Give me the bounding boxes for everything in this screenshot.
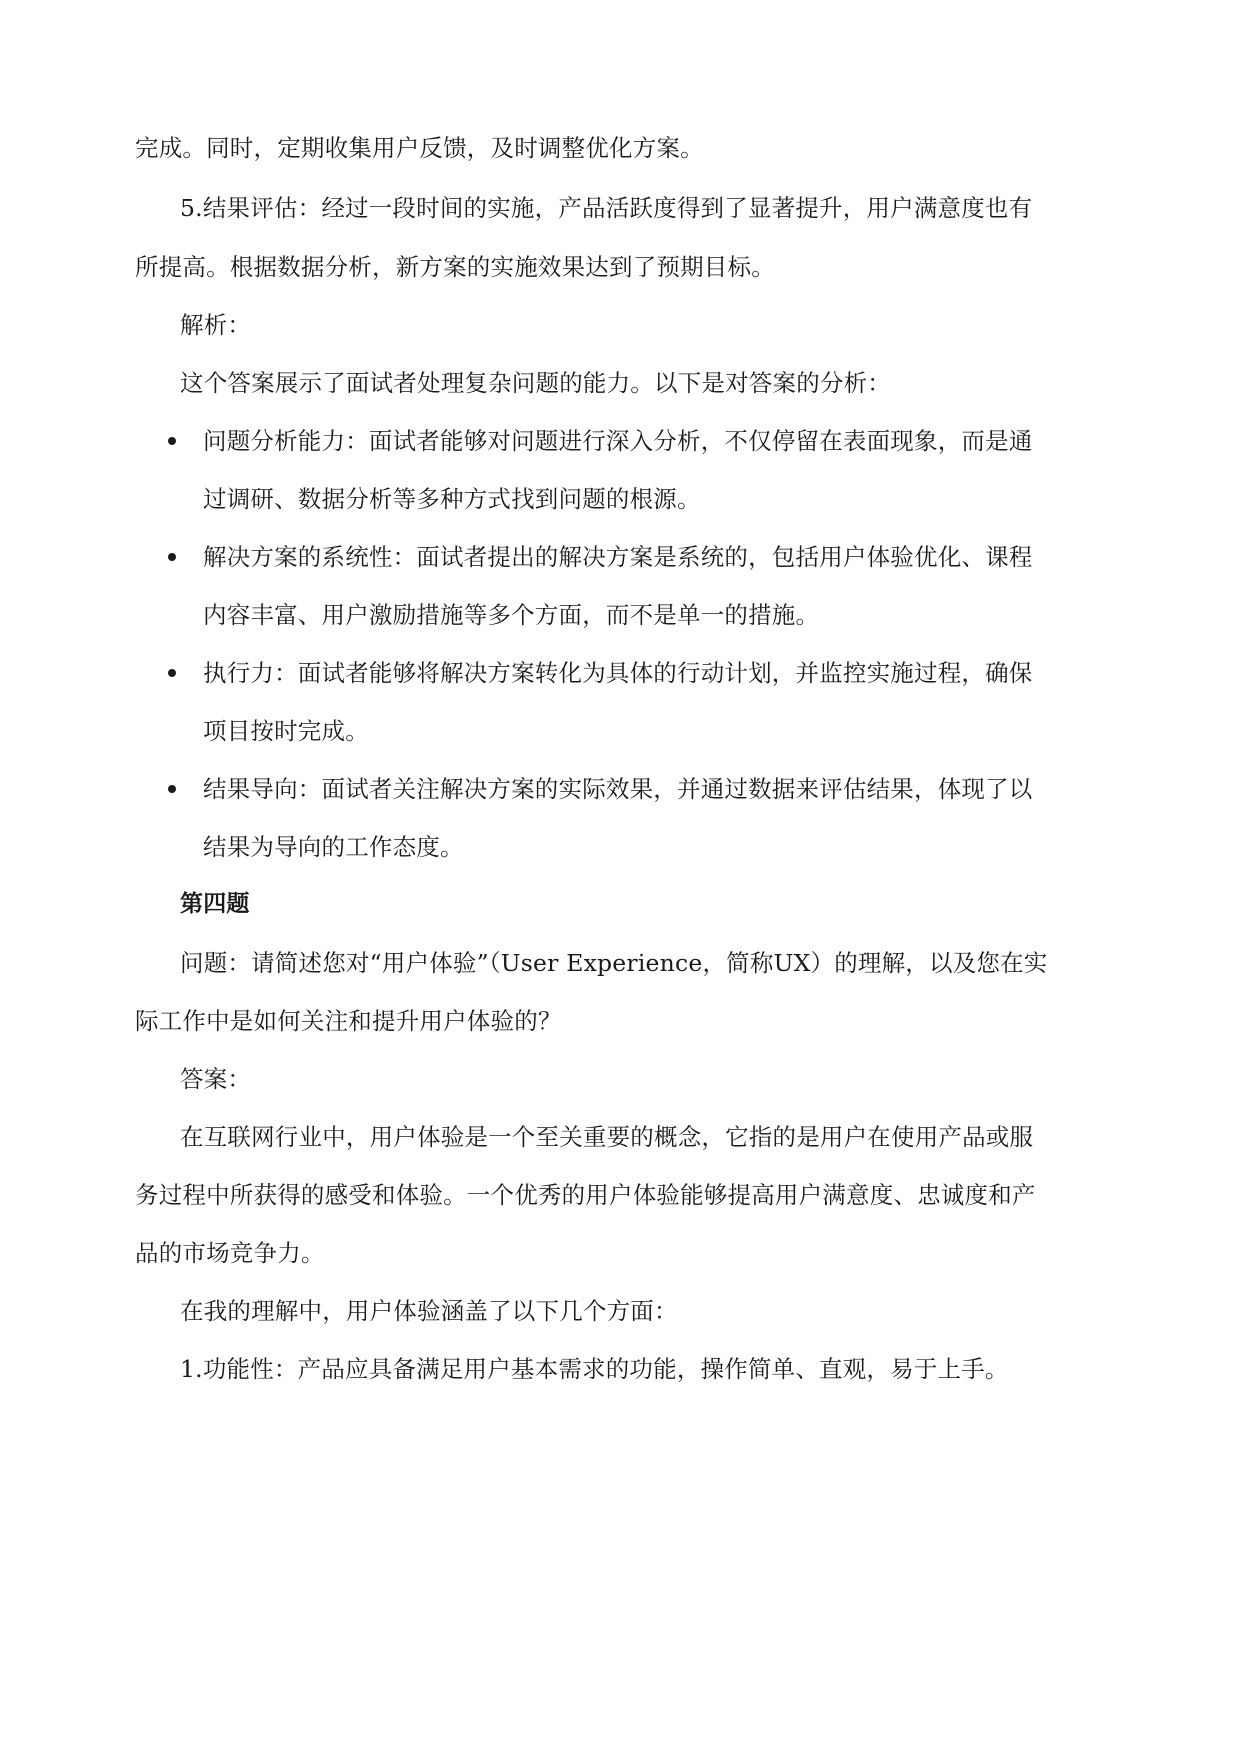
- result-eval-line-2: 所提高。根据数据分析，新方案的实施效果达到了预期目标。: [135, 253, 775, 281]
- question-line-1: 问题：请简述您对“用户体验”（User Experience，简称UX）的理解，以及您在实: [180, 949, 1048, 977]
- result-eval-line-1: 5.结果评估：经过一段时间的实施，产品活跃度得到了显著提升，用户满意度也有: [180, 194, 1033, 222]
- answer-paragraph-1-line-1: 在互联网行业中，用户体验是一个至关重要的概念，它指的是用户在使用产品或服: [180, 1123, 1034, 1151]
- answer-item-1: 1.功能性：产品应具备满足用户基本需求的功能，操作简单、直观，易于上手。: [180, 1355, 1009, 1383]
- bullet-3-line-1: 执行力：面试者能够将解决方案转化为具体的行动计划，并监控实施过程，确保: [203, 659, 1033, 687]
- bullet-2-line-1: 解决方案的系统性：面试者提出的解决方案是系统的，包括用户体验优化、课程: [203, 543, 1033, 571]
- answer-label: 答案：: [180, 1065, 252, 1093]
- answer-paragraph-1-line-2: 务过程中所获得的感受和体验。一个优秀的用户体验能够提高用户满意度、忠诚度和产: [135, 1181, 1036, 1209]
- section-heading: 第四题: [180, 891, 250, 917]
- paragraph-tail: 完成。同时，定期收集用户反馈，及时调整优化方案。: [135, 134, 704, 162]
- bullet-4-line-1: 结果导向：面试者关注解决方案的实际效果，并通过数据来评估结果，体现了以: [203, 775, 1033, 803]
- bullet-1-line-1: 问题分析能力：面试者能够对问题进行深入分析，不仅停留在表面现象，而是通: [203, 427, 1033, 455]
- bullet-1-line-2: 过调研、数据分析等多种方式找到问题的根源。: [203, 485, 701, 513]
- bullet-2-line-2: 内容丰富、用户激励措施等多个方面，而不是单一的措施。: [203, 601, 820, 629]
- bullet-icon: [168, 437, 176, 445]
- bullet-3-line-2: 项目按时完成。: [203, 717, 369, 745]
- bullet-icon: [168, 785, 176, 793]
- answer-paragraph-2: 在我的理解中，用户体验涵盖了以下几个方面：: [180, 1297, 678, 1325]
- bullet-icon: [168, 553, 176, 561]
- bullet-icon: [168, 669, 176, 677]
- analysis-intro: 这个答案展示了面试者处理复杂问题的能力。以下是对答案的分析：: [180, 369, 891, 397]
- answer-paragraph-1-line-3: 品的市场竞争力。: [135, 1239, 325, 1267]
- analysis-label: 解析：: [180, 311, 252, 339]
- question-line-2: 际工作中是如何关注和提升用户体验的？: [135, 1007, 562, 1035]
- bullet-4-line-2: 结果为导向的工作态度。: [203, 833, 464, 861]
